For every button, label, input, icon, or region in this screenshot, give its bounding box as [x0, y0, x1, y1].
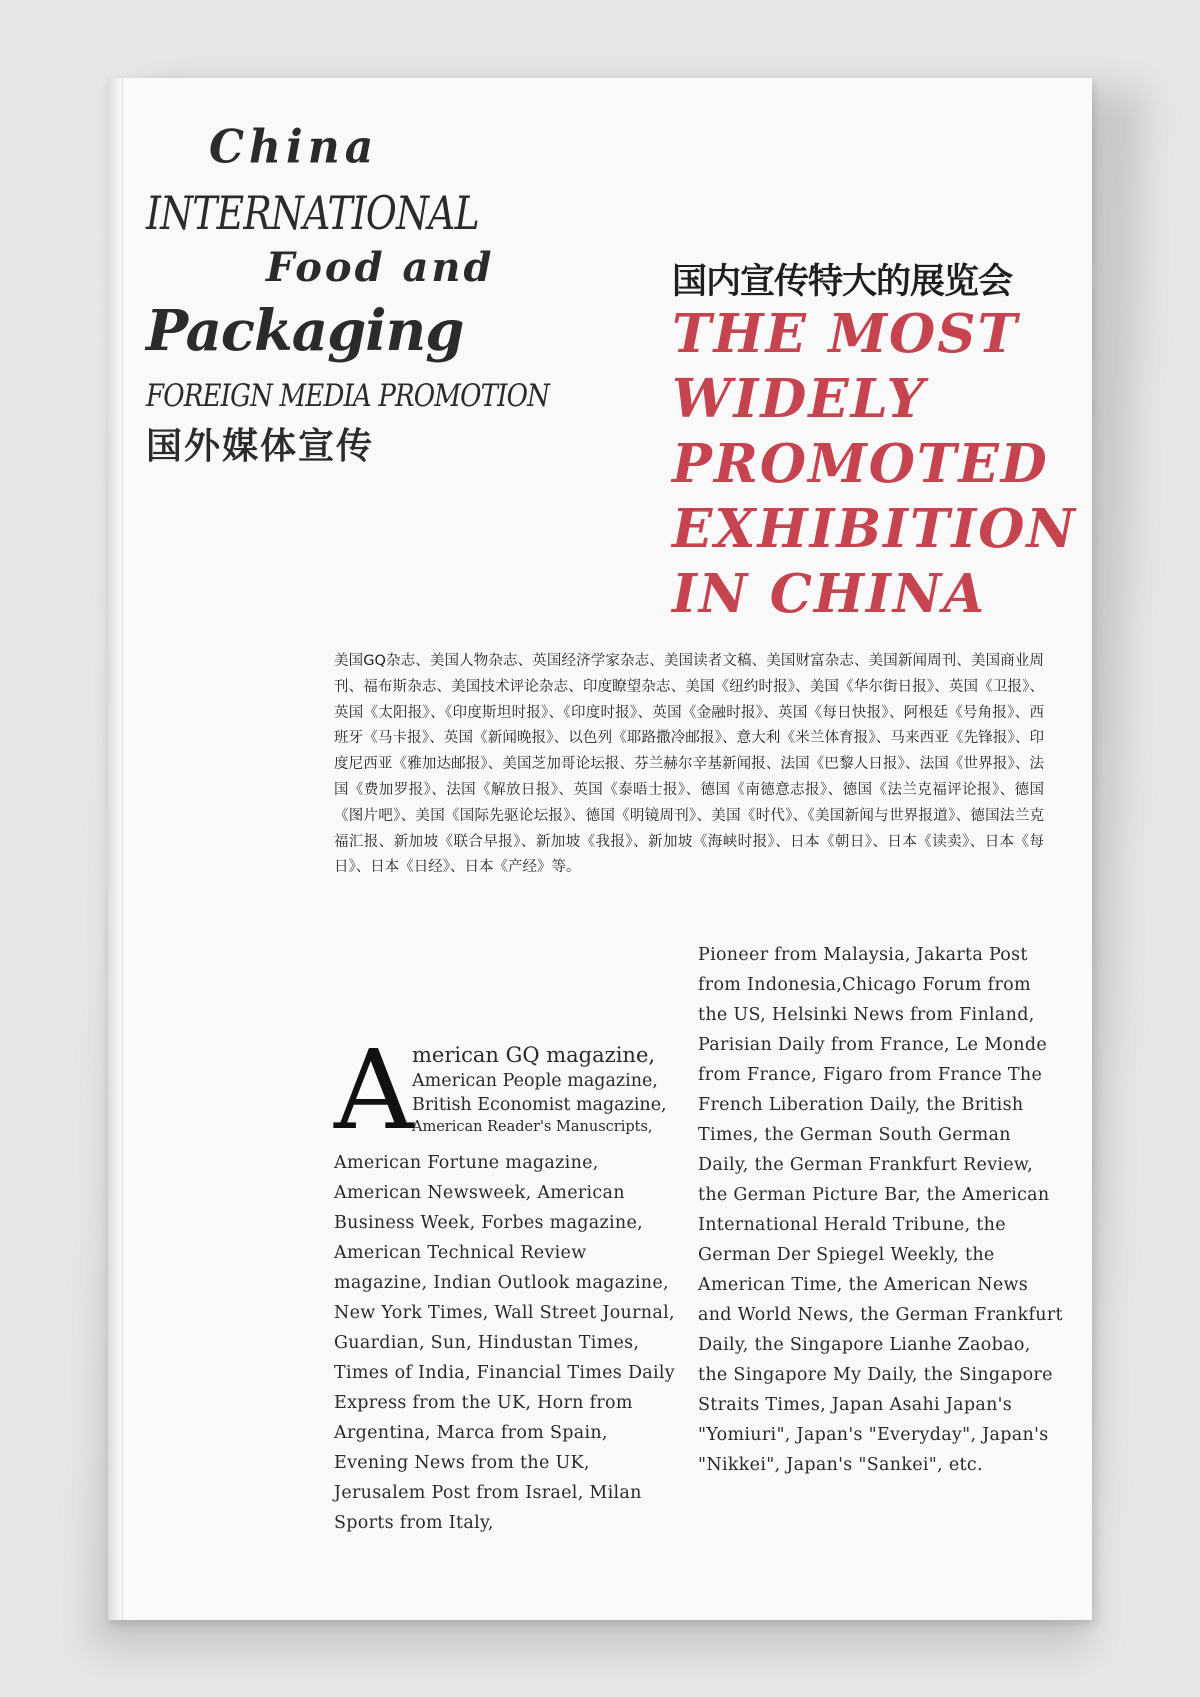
spine-divider: [122, 78, 123, 1620]
heading-line: IN CHINA: [672, 563, 987, 625]
english-right-column: Pioneer from Malaysia, Jakarta Post from Indonesia,Chicago Forum from the US, Helsinki News from Finland, Parisian Daily from France, Le Monde from France, Figaro from France The French Liberation Daily, the British Times, the German South German Daily, the German Frankfurt Review, the German Picture Bar, the American International Herald Tribune, the German Der Spiegel Weekly, the American Time, the American News and World News, the German Frankfurt Daily, the Singapore Lianhe Zaobao, the Singapore My Daily, the Singapore Straits Times, Japan Asahi Japan's "Yomiuri", Japan's "Everyday", Japan's "Nikkei", Japan's "Sankei", etc.: [698, 945, 1063, 1475]
drop-cap-line: merican GQ magazine,: [412, 1043, 656, 1067]
book-spine: [108, 78, 126, 1620]
subtitle-chinese: 国外媒体宣传: [146, 426, 375, 467]
title-food-and: Food and: [266, 244, 495, 291]
heading-line: THE MOST: [672, 303, 1019, 365]
drop-cap-letter: A: [334, 1026, 414, 1154]
drop-cap-line: British Economist magazine,: [412, 1095, 667, 1115]
heading-line: EXHIBITION: [672, 498, 1077, 560]
brochure-page: [108, 78, 1092, 1620]
chinese-media-list: 美国GQ杂志、美国人物杂志、英国经济学家杂志、美国读者文稿、美国财富杂志、美国新闻周刊、美国商业周刊、福布斯杂志、美国技术评论杂志、印度瞭望杂志、美国《纽约时报》、美国《华尔街日报》、英国《卫报》、英国《太阳报》、《印度斯坦时报》、《印度时报》、英国《金融时报》、英国《每日快报》、阿根廷《号角报》、西班牙《马卡报》、英国《新闻晚报》、以色列《耶路撒冷邮报》、意大利《米兰体育报》、马来西亚《先锋报》、印度尼西亚《雅加达邮报》、美国芝加哥论坛报、芬兰赫尔辛基新闻报、法国《巴黎人日报》、法国《世界报》、法国《费加罗报》、法国《解放日报》、英国《泰晤士报》、德国《南德意志报》、德国《法兰克福评论报》、德国《图片吧》、美国《国际先驱论坛报》、德国《明镜周刊》、美国《时代》、《美国新闻与世界报道》、德国法兰克福汇报、新加坡《联合早报》、新加坡《我报》、新加坡《海峡时报》、日本《朝日》、日本《读卖》、日本《每日》、日本《日经》、日本《产经》等。: [334, 653, 1044, 876]
heading-line: WIDELY: [672, 368, 927, 430]
heading-chinese: 国内宣传特大的展览会: [672, 262, 1013, 302]
drop-cap-line: American People magazine,: [412, 1071, 658, 1091]
heading-english: [672, 302, 1077, 627]
english-left-column: American Fortune magazine, American Newsweek, American Business Week, Forbes magazine, American Technical Review magazine, Indian Outlook magazine, New York Times, Wall Street Journal, Guardian, Sun, Hindustan Times, Times of India, Financial Times Daily Express from the UK, Horn from Argentina, Marca from Spain, Evening News from the UK, Jerusalem Post from Israel, Milan Sports from Italy,: [334, 1153, 675, 1533]
heading-line: PROMOTED: [672, 433, 1049, 495]
title-packaging: Packaging: [146, 298, 464, 364]
subtitle-foreign-media: FOREIGN MEDIA PROMOTION: [146, 378, 550, 414]
drop-cap-block: [334, 1026, 694, 1154]
title-international: INTERNATIONAL: [146, 186, 479, 240]
drop-cap-line: American Reader's Manuscripts,: [412, 1119, 653, 1135]
title-china: China: [209, 120, 379, 175]
